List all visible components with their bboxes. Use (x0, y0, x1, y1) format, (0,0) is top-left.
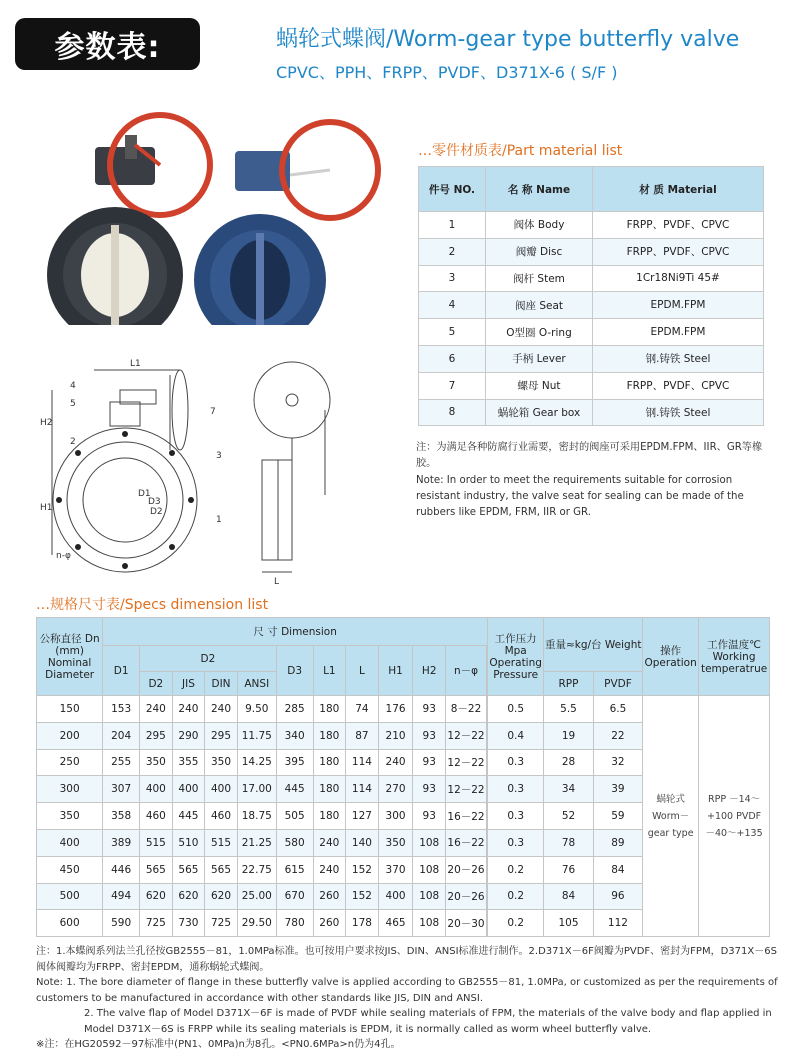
specs-cell: 370 (378, 856, 413, 883)
specs-cell: 240 (378, 749, 413, 776)
page-title: 蜗轮式蝶阀/Worm-gear type butterfly valve (276, 27, 740, 52)
specs-cell: 725 (140, 910, 173, 937)
specs-cell: 17.00 (237, 776, 276, 803)
specs-cell: 74 (346, 696, 379, 723)
specs-cell: 89 (593, 829, 642, 856)
specs-col-din: DIN (205, 672, 238, 696)
specs-cell: 730 (172, 910, 205, 937)
parts-cell: 手柄 Lever (486, 345, 593, 372)
specs-cell: 108 (413, 883, 446, 910)
technical-drawing (30, 350, 375, 590)
specs-cell: 180 (313, 749, 346, 776)
parts-row (419, 399, 764, 426)
specs-cell: 180 (313, 803, 346, 830)
specs-cell: 210 (378, 722, 413, 749)
parts-cell: 6 (419, 345, 486, 372)
specs-cell: 34 (544, 776, 593, 803)
specs-cell: 12－22 (446, 776, 487, 803)
footnote-cn-1: 注：1.本蝶阀系列法兰孔径按GB2555－81，1.0MPa标准。也可按用户要求按JIS、DIN、ANSI标准进行制作。2.D371X－6F阀瓣为PVDF、密封为FPM，D371X－6S阀体阀瓣均为FRPP、密封EPDM，通称蜗轮式蝶阀。 (36, 946, 777, 973)
specs-cell: 445 (172, 803, 205, 830)
specs-cell: 14.25 (237, 749, 276, 776)
specs-cell: 180 (313, 696, 346, 723)
specs-cell: 12－22 (446, 722, 487, 749)
specs-cell: 600 (37, 910, 103, 937)
specs-cell: 290 (172, 722, 205, 749)
label-d1: D1 (138, 489, 151, 499)
parts-cell: 蜗轮箱 Gear box (486, 399, 593, 426)
specs-cell: 0.3 (488, 829, 544, 856)
specs-cell: 260 (313, 910, 346, 937)
specs-cell: 400 (140, 776, 173, 803)
parts-cell: 1Cr18Ni9Ti 45# (593, 265, 764, 292)
specs-cell: 400 (205, 776, 238, 803)
specs-cell: 20－30 (446, 910, 487, 937)
specs-cell: 565 (172, 856, 205, 883)
specs-cell: 307 (103, 776, 140, 803)
specs-cell: 9.50 (237, 696, 276, 723)
specs-col-h2: H2 (413, 646, 446, 696)
specs-cell: 389 (103, 829, 140, 856)
label-h1: H1 (40, 503, 53, 513)
specs-cell: 84 (593, 856, 642, 883)
specs-cell: 515 (205, 829, 238, 856)
label-d2: D2 (150, 507, 163, 517)
parts-cell: 钢.铸铁 Steel (593, 399, 764, 426)
specs-cell: 505 (276, 803, 313, 830)
specs-cell: 510 (172, 829, 205, 856)
specs-col-n-phi: n－φ (446, 646, 487, 696)
specs-cell: 400 (37, 829, 103, 856)
specs-cell: 0.2 (488, 883, 544, 910)
parts-cell: 2 (419, 238, 486, 265)
specs-cell: 140 (346, 829, 379, 856)
specs-cell: 590 (103, 910, 140, 937)
specs-col-d2: D2 (140, 672, 173, 696)
specs-cell: 105 (544, 910, 593, 937)
specs-cell: 76 (544, 856, 593, 883)
specs-cell: 240 (172, 696, 205, 723)
specs-cell: 0.3 (488, 776, 544, 803)
specs-col-d1: D1 (103, 646, 140, 696)
specs-col-l: L (346, 646, 379, 696)
specs-col-operation: 操作 Operation (643, 618, 699, 696)
specs-cell: 445 (276, 776, 313, 803)
specs-cell: 240 (313, 856, 346, 883)
specs-cell: 295 (205, 722, 238, 749)
footnote-en-2: 2. The valve flap of Model D371X－6F is made of PVDF while sealing materials of FPM, the materials of the valve body and flap applied in Model D371X－6S is FRPP while its sealing materials is EPDM, it is normally called as worm wheel butterfly valve. (84, 1008, 772, 1035)
specs-cell: 580 (276, 829, 313, 856)
specs-cell: 350 (205, 749, 238, 776)
parts-cell: EPDM.FPM (593, 292, 764, 319)
specs-cell: 52 (544, 803, 593, 830)
label-1: 1 (216, 515, 222, 525)
specs-cell: 87 (346, 722, 379, 749)
label-2: 2 (70, 437, 76, 447)
parts-cell: FRPP、PVDF、CPVC (593, 238, 764, 265)
specs-cell: 615 (276, 856, 313, 883)
specs-col-weight: 重量≈kg/台 Weight (544, 618, 643, 672)
parts-row (419, 345, 764, 372)
specs-cell: 28 (544, 749, 593, 776)
specs-cell: 150 (37, 696, 103, 723)
specs-col-jis: JIS (172, 672, 205, 696)
specs-cell: 20－26 (446, 883, 487, 910)
parts-cell: 7 (419, 372, 486, 399)
valve-photo-blue (194, 122, 378, 325)
specs-cell: 494 (103, 883, 140, 910)
specs-col-dimension: 尺 寸 Dimension (103, 618, 488, 646)
specs-cell: 93 (413, 803, 446, 830)
label-n-phi: n-φ (56, 551, 71, 561)
parts-cell: 阀杆 Stem (486, 265, 593, 292)
specs-cell: 340 (276, 722, 313, 749)
specs-cell: 0.2 (488, 910, 544, 937)
specs-cell: 255 (103, 749, 140, 776)
label-3: 3 (216, 451, 222, 461)
specs-cell: 114 (346, 776, 379, 803)
specs-cell: 78 (544, 829, 593, 856)
parts-row (419, 212, 764, 239)
parts-col-name: 名 称 Name (486, 167, 593, 212)
specs-cell: 300 (37, 776, 103, 803)
parts-note-en: Note: In order to meet the requirements suitable for corrosion resistant industry, the valve seat for sealing can be made of the rubbers like EPDM, FRM, IIR or GR. (416, 475, 744, 518)
specs-cell: 260 (313, 883, 346, 910)
specs-col-pressure: 工作压力 Mpa Operating Pressure (488, 618, 544, 696)
specs-cell: 0.5 (488, 696, 544, 723)
parts-cell: 3 (419, 265, 486, 292)
specs-cell: 620 (140, 883, 173, 910)
parts-row (419, 292, 764, 319)
parts-cell: EPDM.FPM (593, 319, 764, 346)
specs-cell: 5.5 (544, 696, 593, 723)
specs-cell: 84 (544, 883, 593, 910)
specs-cell: 32 (593, 749, 642, 776)
parts-cell: 阀座 Seat (486, 292, 593, 319)
specs-cell: 450 (37, 856, 103, 883)
specs-cell: 295 (140, 722, 173, 749)
specs-cell: 355 (172, 749, 205, 776)
specs-cell: 22 (593, 722, 642, 749)
specs-cell: 96 (593, 883, 642, 910)
specs-cell: 200 (37, 722, 103, 749)
specs-cell: 565 (205, 856, 238, 883)
specs-cell: 6.5 (593, 696, 642, 723)
specs-cell: 250 (37, 749, 103, 776)
parts-cell: 8 (419, 399, 486, 426)
label-d3: D3 (148, 497, 161, 507)
specs-cell: 460 (205, 803, 238, 830)
parts-cell: 阀瓣 Disc (486, 238, 593, 265)
specs-cell: 112 (593, 910, 642, 937)
parts-cell: FRPP、PVDF、CPVC (593, 212, 764, 239)
specs-cell: 59 (593, 803, 642, 830)
specs-cell: 460 (140, 803, 173, 830)
specs-cell: 240 (313, 829, 346, 856)
page-subtitle: CPVC、PPH、FRPP、PVDF、D371X-6 ( S/F ) (276, 63, 618, 82)
parts-cell: 4 (419, 292, 486, 319)
specs-cell: 114 (346, 749, 379, 776)
operation-cell: 蜗轮式 Worm－gear type (643, 696, 699, 937)
parts-cell: 阀体 Body (486, 212, 593, 239)
specs-cell: 180 (313, 776, 346, 803)
specs-cell: 93 (413, 722, 446, 749)
specs-cell: 465 (378, 910, 413, 937)
label-l1: L1 (130, 359, 141, 369)
specs-cell: 620 (172, 883, 205, 910)
specs-cell: 204 (103, 722, 140, 749)
specs-cell: 16－22 (446, 803, 487, 830)
specs-col-d2-group: D2 (140, 646, 277, 672)
valve-photo-black (47, 115, 210, 325)
specs-cell: 350 (37, 803, 103, 830)
specs-cell: 240 (205, 696, 238, 723)
label-5: 5 (70, 399, 76, 409)
specs-cell: 93 (413, 776, 446, 803)
specs-cell: 400 (378, 883, 413, 910)
specs-cell: 19 (544, 722, 593, 749)
parts-col-no: 件号 NO. (419, 167, 486, 212)
footnote-cn-2: ※注：在HG20592－97标准中(PN1、0MPa)n为8孔。<PN0.6MPa>n仍为4孔。 (36, 1039, 401, 1050)
specs-cell: 780 (276, 910, 313, 937)
specs-cell: 350 (378, 829, 413, 856)
specs-cell: 350 (140, 749, 173, 776)
section-badge: 参数表: (15, 18, 200, 70)
footnote-en-1: Note: 1. The bore diameter of flange in these butterfly valve is applied according to GB2555－81, 1.0MPa, or customized as per the requirements of customers to be manufactured in accordance with other standards like JIS, DIN and ANSI. (36, 977, 778, 1004)
label-4: 4 (70, 381, 76, 391)
parts-row (419, 372, 764, 399)
specs-cell: 0.3 (488, 749, 544, 776)
specs-cell: 358 (103, 803, 140, 830)
specs-cell: 400 (172, 776, 205, 803)
parts-cell: O型圈 O-ring (486, 319, 593, 346)
specs-col-temperature: 工作温度℃ Working temperatrue (699, 618, 770, 696)
label-h2: H2 (40, 418, 53, 428)
product-photos (25, 95, 385, 325)
specs-cell: 11.75 (237, 722, 276, 749)
specs-cell: 108 (413, 910, 446, 937)
specs-cell: 515 (140, 829, 173, 856)
specs-col-dn: 公称直径 Dn (mm) Nominal Diameter (37, 618, 103, 696)
specs-cell: 8－22 (446, 696, 487, 723)
specs-cell: 93 (413, 696, 446, 723)
specs-heading: …规格尺寸表/Specs dimension list (36, 597, 269, 613)
specs-cell: 20－26 (446, 856, 487, 883)
specs-cell: 29.50 (237, 910, 276, 937)
label-7: 7 (210, 407, 216, 417)
specs-cell: 500 (37, 883, 103, 910)
label-l: L (274, 577, 280, 587)
parts-table (418, 166, 764, 426)
specs-cell: 178 (346, 910, 379, 937)
parts-cell: 螺母 Nut (486, 372, 593, 399)
specs-cell: 93 (413, 749, 446, 776)
specs-cell: 0.3 (488, 803, 544, 830)
parts-row (419, 265, 764, 292)
specs-cell: 240 (140, 696, 173, 723)
parts-heading: …零件材质表/Part material list (418, 143, 623, 159)
specs-cell: 108 (413, 856, 446, 883)
specs-col-l1: L1 (313, 646, 346, 696)
parts-cell: FRPP、PVDF、CPVC (593, 372, 764, 399)
parts-note-cn: 注：为满足各种防腐行业需要，密封的阀座可采用EPDM.FPM、IIR、GR等橡胶。 (416, 442, 763, 469)
specs-cell: 725 (205, 910, 238, 937)
parts-row (419, 238, 764, 265)
specs-col-h1: H1 (378, 646, 413, 696)
specs-cell: 176 (378, 696, 413, 723)
specs-cell: 108 (413, 829, 446, 856)
specs-col-d3: D3 (276, 646, 313, 696)
specs-table (36, 617, 770, 937)
specs-row (37, 696, 770, 723)
temperature-cell: RPP －14～+100 PVDF －40～+135 (699, 696, 770, 937)
specs-cell: 285 (276, 696, 313, 723)
specs-cell: 446 (103, 856, 140, 883)
footnotes (36, 944, 780, 1053)
parts-cell: 1 (419, 212, 486, 239)
specs-cell: 395 (276, 749, 313, 776)
parts-col-material: 材 质 Material (593, 167, 764, 212)
specs-cell: 565 (140, 856, 173, 883)
specs-col-rpp: RPP (544, 672, 593, 696)
specs-cell: 21.25 (237, 829, 276, 856)
specs-cell: 22.75 (237, 856, 276, 883)
specs-cell: 0.4 (488, 722, 544, 749)
specs-col-ansi: ANSI (237, 672, 276, 696)
specs-cell: 620 (205, 883, 238, 910)
specs-cell: 152 (346, 883, 379, 910)
specs-cell: 127 (346, 803, 379, 830)
specs-cell: 152 (346, 856, 379, 883)
parts-row (419, 319, 764, 346)
specs-cell: 270 (378, 776, 413, 803)
specs-cell: 25.00 (237, 883, 276, 910)
specs-cell: 16－22 (446, 829, 487, 856)
specs-cell: 39 (593, 776, 642, 803)
specs-cell: 18.75 (237, 803, 276, 830)
specs-cell: 0.2 (488, 856, 544, 883)
parts-cell: 5 (419, 319, 486, 346)
specs-cell: 670 (276, 883, 313, 910)
parts-cell: 钢.铸铁 Steel (593, 345, 764, 372)
specs-cell: 12－22 (446, 749, 487, 776)
specs-cell: 300 (378, 803, 413, 830)
specs-cell: 153 (103, 696, 140, 723)
specs-col-pvdf: PVDF (593, 672, 642, 696)
specs-cell: 180 (313, 722, 346, 749)
